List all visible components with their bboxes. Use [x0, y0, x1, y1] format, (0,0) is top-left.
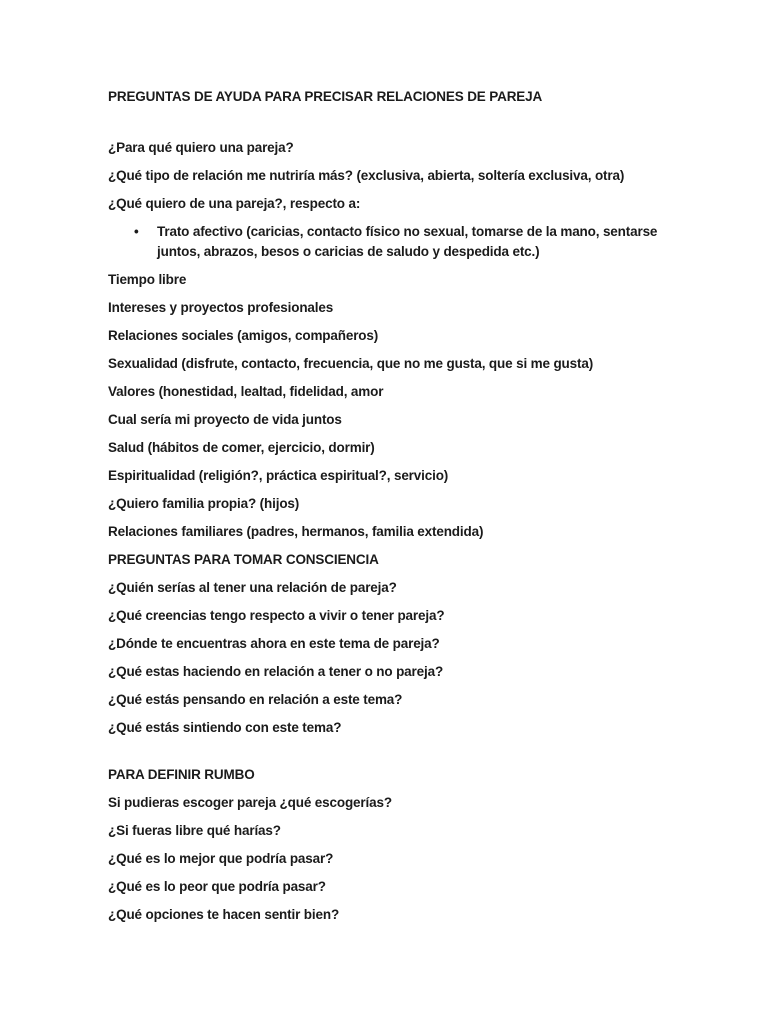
- topic-line: Salud (hábitos de comer, ejercicio, dormir): [108, 440, 375, 455]
- topic-line: Espiritualidad (religión?, práctica espiritual?, servicio): [108, 468, 449, 483]
- bullet-item: [108, 222, 676, 262]
- question-line: ¿Qué creencias tengo respecto a vivir o tener pareja?: [108, 608, 445, 623]
- question-line: ¿Qué opciones te hacen sentir bien?: [108, 907, 340, 922]
- question-line: ¿Qué estás sintiendo con este tema?: [108, 720, 342, 735]
- question-line: ¿Para qué quiero una pareja?: [108, 140, 294, 155]
- topic-line: Cual sería mi proyecto de vida juntos: [108, 412, 342, 427]
- question-line: ¿Qué es lo peor que podría pasar?: [108, 879, 326, 894]
- question-line: Si pudieras escoger pareja ¿qué escogerías?: [108, 795, 392, 810]
- topic-line: Intereses y proyectos profesionales: [108, 300, 334, 315]
- topic-line: Valores (honestidad, lealtad, fidelidad, amor: [108, 384, 384, 399]
- question-line: ¿Si fueras libre qué harías?: [108, 823, 281, 838]
- question-line: ¿Qué estas haciendo en relación a tener o no pareja?: [108, 664, 444, 679]
- document-title: PREGUNTAS DE AYUDA PARA PRECISAR RELACIONES DE PAREJA: [108, 89, 543, 104]
- bullet-icon: •: [134, 224, 139, 239]
- topic-line: Relaciones familiares (padres, hermanos, familia extendida): [108, 524, 484, 539]
- question-line: ¿Qué es lo mejor que podría pasar?: [108, 851, 334, 866]
- question-line: ¿Quién serías al tener una relación de pareja?: [108, 580, 397, 595]
- topic-line: ¿Quiero familia propia? (hijos): [108, 496, 300, 511]
- topic-line: Sexualidad (disfrute, contacto, frecuencia, que no me gusta, que si me gusta): [108, 356, 594, 371]
- question-line: ¿Qué estás pensando en relación a este tema?: [108, 692, 403, 707]
- question-line: ¿Qué quiero de una pareja?, respecto a:: [108, 196, 361, 211]
- topic-line: Relaciones sociales (amigos, compañeros): [108, 328, 379, 343]
- topic-line: Tiempo libre: [108, 272, 187, 287]
- question-line: ¿Dónde te encuentras ahora en este tema de pareja?: [108, 636, 440, 651]
- question-line: ¿Qué tipo de relación me nutriría más? (exclusiva, abierta, soltería exclusiva, otra): [108, 168, 625, 183]
- section-heading-consciencia: PREGUNTAS PARA TOMAR CONSCIENCIA: [108, 552, 379, 567]
- bullet-item-text: Trato afectivo (caricias, contacto físico no sexual, tomarse de la mano, sentarse juntos, abrazos, besos o caricias de saludo y despedida etc.): [157, 224, 658, 259]
- section-heading-rumbo: PARA DEFINIR RUMBO: [108, 767, 255, 782]
